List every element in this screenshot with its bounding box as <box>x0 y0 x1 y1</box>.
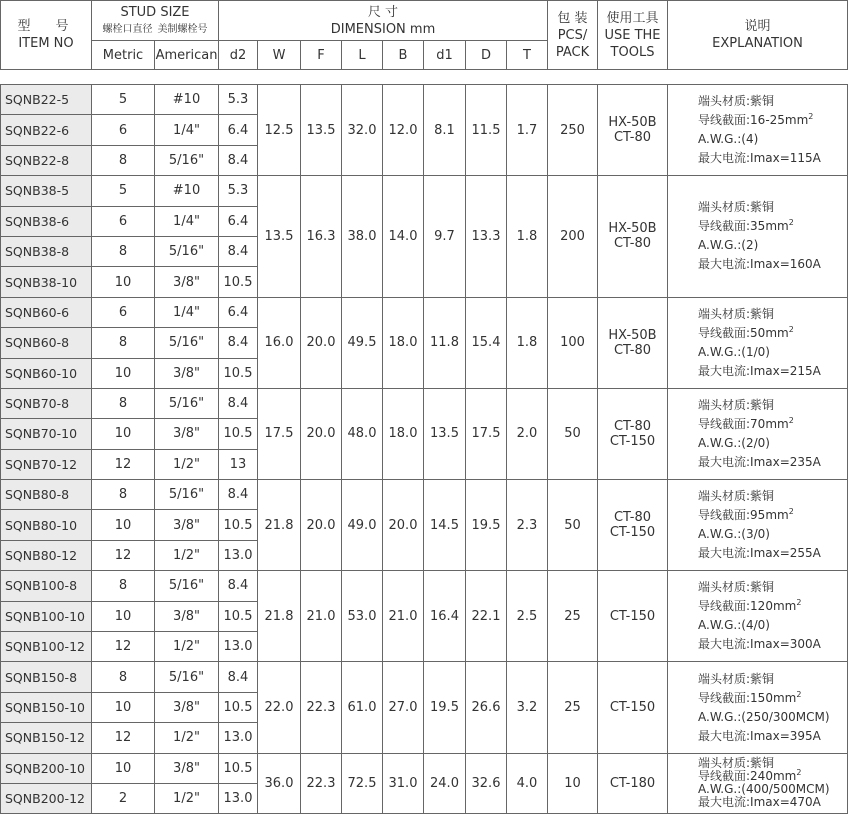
item-no-cell: SQNB80-8 <box>1 480 92 510</box>
table-row <box>1 753 848 783</box>
superscript-2: 2 <box>796 689 802 699</box>
dim-w-cell: 36.0 <box>258 753 301 814</box>
item-no-cell: SQNB70-8 <box>1 388 92 418</box>
tools-cell <box>598 388 668 479</box>
awg-text: A.W.G.:(250/300MCM) <box>698 709 830 724</box>
section-text: 导线截面:50mm <box>698 325 789 340</box>
dim-t-cell: 2.0 <box>507 388 548 479</box>
item-no-cell: SQNB80-12 <box>1 540 92 570</box>
header-pack-en2: PACK <box>555 44 590 60</box>
material-text: 端头材质:紫铜 <box>698 671 775 686</box>
tool-name: CT-80 <box>613 418 652 434</box>
tool-name: CT-150 <box>609 700 656 715</box>
item-no-cell: SQNB200-12 <box>1 783 92 813</box>
american-cell: 3/8" <box>155 358 219 388</box>
d2-cell: 10.5 <box>219 692 258 722</box>
pack-cell: 100 <box>548 297 598 388</box>
dim-b-cell: 18.0 <box>383 388 424 479</box>
dim-d1-cell: 16.4 <box>424 571 466 662</box>
dim-w-cell: 17.5 <box>258 388 301 479</box>
d2-cell: 8.4 <box>219 388 258 418</box>
dim-b-cell: 31.0 <box>383 753 424 814</box>
dim-t-cell: 1.7 <box>507 85 548 176</box>
tool-name: CT-80 <box>613 342 652 358</box>
awg-text: A.W.G.:(2/0) <box>698 435 770 450</box>
d2-cell: 6.4 <box>219 297 258 327</box>
item-no-cell: SQNB200-10 <box>1 753 92 783</box>
tool-name: CT-150 <box>609 525 656 541</box>
item-no-cell: SQNB100-12 <box>1 632 92 662</box>
explanation-cell <box>668 85 848 176</box>
american-cell: 1/4" <box>155 206 219 236</box>
explanation-cell <box>668 571 848 662</box>
superscript-2: 2 <box>788 218 794 228</box>
dim-b-cell: 20.0 <box>383 480 424 571</box>
header-l: L <box>342 41 383 70</box>
metric-cell: 6 <box>92 297 155 327</box>
header-tools-cn: 使用工具 <box>606 10 659 26</box>
tool-name: HX-50B <box>608 221 657 237</box>
metric-cell: 5 <box>92 85 155 115</box>
current-text: 最大电流:Imax=300A <box>698 637 821 652</box>
awg-text: A.W.G.:(3/0) <box>698 527 770 542</box>
material-text: 端头材质:紫铜 <box>698 94 775 109</box>
header-pack-en1: PCS/ <box>557 27 588 43</box>
header-dim-cn: 尺 寸 <box>367 4 399 20</box>
d2-cell: 10.5 <box>219 753 258 783</box>
header-expl-cn: 说明 <box>744 19 771 34</box>
tool-name: CT-80 <box>613 236 652 252</box>
d2-cell: 10.5 <box>219 419 258 449</box>
current-text: 最大电流:Imax=160A <box>698 257 821 272</box>
header-expl-en: EXPLANATION <box>712 36 803 51</box>
item-no-cell: SQNB70-10 <box>1 419 92 449</box>
superscript-2: 2 <box>796 598 802 608</box>
tools-cell <box>598 297 668 388</box>
d2-cell: 8.4 <box>219 328 258 358</box>
tools-cell <box>598 753 668 814</box>
american-cell: 3/8" <box>155 692 219 722</box>
dim-b-cell: 21.0 <box>383 571 424 662</box>
dim-d-cell: 11.5 <box>466 85 507 176</box>
current-text: 最大电流:Imax=395A <box>698 728 821 743</box>
dim-w-cell: 21.8 <box>258 480 301 571</box>
metric-cell: 10 <box>92 510 155 540</box>
dim-d-cell: 32.6 <box>466 753 507 814</box>
dim-l-cell: 49.5 <box>342 297 383 388</box>
metric-cell: 8 <box>92 145 155 175</box>
dim-t-cell: 4.0 <box>507 753 548 814</box>
d2-cell: 8.4 <box>219 145 258 175</box>
d2-cell: 6.4 <box>219 115 258 145</box>
dim-d1-cell: 9.7 <box>424 176 466 298</box>
header-item-cn: 型 号 <box>17 19 75 34</box>
dim-w-cell: 22.0 <box>258 662 301 753</box>
material-text: 端头材质:紫铜 <box>698 580 775 595</box>
item-no-cell: SQNB80-10 <box>1 510 92 540</box>
metric-cell: 8 <box>92 571 155 601</box>
d2-cell: 8.4 <box>219 480 258 510</box>
dim-t-cell: 2.5 <box>507 571 548 662</box>
metric-cell: 6 <box>92 115 155 145</box>
dim-d1-cell: 19.5 <box>424 662 466 753</box>
d2-cell: 13.0 <box>219 540 258 570</box>
item-no-cell: SQNB22-5 <box>1 85 92 115</box>
table-row <box>1 480 848 510</box>
table-row <box>1 571 848 601</box>
item-no-cell: SQNB150-8 <box>1 662 92 692</box>
dim-d1-cell: 24.0 <box>424 753 466 814</box>
metric-cell: 10 <box>92 753 155 783</box>
header-tools-en2: TOOLS <box>610 44 655 60</box>
dim-w-cell: 13.5 <box>258 176 301 298</box>
item-no-cell: SQNB100-10 <box>1 601 92 631</box>
dim-d-cell: 13.3 <box>466 176 507 298</box>
metric-cell: 10 <box>92 358 155 388</box>
american-cell: 5/16" <box>155 571 219 601</box>
dim-f-cell: 13.5 <box>301 85 342 176</box>
metric-cell: 10 <box>92 419 155 449</box>
dim-f-cell: 22.3 <box>301 753 342 814</box>
header-gap <box>1 70 848 85</box>
d2-cell: 10.5 <box>219 267 258 297</box>
header-item-en: ITEM NO <box>18 36 74 51</box>
superscript-2: 2 <box>788 415 794 425</box>
american-cell: 1/4" <box>155 297 219 327</box>
tools-cell <box>598 571 668 662</box>
section-text: 导线截面:35mm <box>698 219 789 234</box>
item-no-cell: SQNB38-6 <box>1 206 92 236</box>
d2-cell: 13.0 <box>219 783 258 813</box>
dim-t-cell: 1.8 <box>507 297 548 388</box>
d2-cell: 10.5 <box>219 510 258 540</box>
header-item-no <box>1 1 92 70</box>
american-cell: 1/2" <box>155 449 219 479</box>
current-text: 最大电流:Imax=115A <box>698 151 821 166</box>
american-cell: 1/2" <box>155 540 219 570</box>
d2-cell: 10.5 <box>219 601 258 631</box>
header-explanation <box>668 1 848 70</box>
american-cell: 5/16" <box>155 145 219 175</box>
awg-text: A.W.G.:(2) <box>698 238 759 253</box>
dim-f-cell: 20.0 <box>301 297 342 388</box>
awg-text: A.W.G.:(4) <box>698 132 759 147</box>
table-row <box>1 176 848 206</box>
metric-cell: 12 <box>92 632 155 662</box>
american-cell: 5/16" <box>155 480 219 510</box>
metric-cell: 10 <box>92 692 155 722</box>
current-text: 最大电流:Imax=470A <box>698 795 821 810</box>
dim-t-cell: 1.8 <box>507 176 548 298</box>
dim-l-cell: 53.0 <box>342 571 383 662</box>
tool-name: CT-150 <box>609 608 656 624</box>
metric-cell: 8 <box>92 328 155 358</box>
item-no-cell: SQNB70-12 <box>1 449 92 479</box>
dim-d1-cell: 13.5 <box>424 388 466 479</box>
d2-cell: 8.4 <box>219 662 258 692</box>
metric-cell: 10 <box>92 601 155 631</box>
item-no-cell: SQNB38-10 <box>1 267 92 297</box>
item-no-cell: SQNB38-8 <box>1 236 92 266</box>
dim-d-cell: 17.5 <box>466 388 507 479</box>
d2-cell: 8.4 <box>219 236 258 266</box>
dim-w-cell: 16.0 <box>258 297 301 388</box>
tool-name: HX-50B <box>608 115 657 131</box>
metric-cell: 2 <box>92 783 155 813</box>
material-text: 端头材质:紫铜 <box>698 489 775 504</box>
superscript-2: 2 <box>796 768 802 778</box>
table-row <box>1 388 848 418</box>
item-no-cell: SQNB100-8 <box>1 571 92 601</box>
dim-d-cell: 19.5 <box>466 480 507 571</box>
superscript-2: 2 <box>788 324 794 334</box>
item-no-cell: SQNB60-6 <box>1 297 92 327</box>
dim-b-cell: 27.0 <box>383 662 424 753</box>
metric-cell: 10 <box>92 267 155 297</box>
dim-d-cell: 26.6 <box>466 662 507 753</box>
header-american: American <box>155 41 219 70</box>
section-text: 导线截面:120mm <box>698 599 797 614</box>
header-pack-cn: 包 装 <box>557 10 588 26</box>
table-row <box>1 662 848 692</box>
metric-cell: 8 <box>92 236 155 266</box>
tools-cell <box>598 176 668 298</box>
american-cell: 5/16" <box>155 662 219 692</box>
awg-text: A.W.G.:(400/500MCM) <box>698 782 830 797</box>
header-tools-en1: USE THE <box>604 27 661 43</box>
tools-cell <box>598 480 668 571</box>
current-text: 最大电流:Imax=255A <box>698 546 821 561</box>
d2-cell: 8.4 <box>219 571 258 601</box>
section-text: 导线截面:95mm <box>698 508 789 523</box>
dim-t-cell: 3.2 <box>507 662 548 753</box>
american-cell: 1/2" <box>155 783 219 813</box>
material-text: 端头材质:紫铜 <box>698 200 775 215</box>
table-row <box>1 85 848 115</box>
american-cell: 3/8" <box>155 510 219 540</box>
dim-l-cell: 61.0 <box>342 662 383 753</box>
pack-cell: 25 <box>548 662 598 753</box>
dim-d-cell: 15.4 <box>466 297 507 388</box>
header-d: D <box>466 41 507 70</box>
header-dimension <box>219 1 548 41</box>
dim-w-cell: 12.5 <box>258 85 301 176</box>
american-cell: 5/16" <box>155 236 219 266</box>
dim-l-cell: 38.0 <box>342 176 383 298</box>
dim-f-cell: 20.0 <box>301 480 342 571</box>
material-text: 端头材质:紫铜 <box>698 397 775 412</box>
american-cell: 3/8" <box>155 753 219 783</box>
d2-cell: 10.5 <box>219 358 258 388</box>
explanation-cell <box>668 176 848 298</box>
header-tools <box>598 1 668 70</box>
item-no-cell: SQNB38-5 <box>1 176 92 206</box>
dim-w-cell: 21.8 <box>258 571 301 662</box>
section-text: 导线截面:240mm <box>698 769 797 784</box>
american-cell: 1/2" <box>155 723 219 753</box>
header-d1: d1 <box>424 41 466 70</box>
header-f: F <box>301 41 342 70</box>
item-no-cell: SQNB22-6 <box>1 115 92 145</box>
american-cell: 5/16" <box>155 388 219 418</box>
item-no-cell: SQNB22-8 <box>1 145 92 175</box>
dim-l-cell: 49.0 <box>342 480 383 571</box>
dim-l-cell: 72.5 <box>342 753 383 814</box>
header-w: W <box>258 41 301 70</box>
tool-name: CT-180 <box>609 775 656 791</box>
explanation-cell <box>668 662 848 753</box>
dim-d1-cell: 14.5 <box>424 480 466 571</box>
d2-cell: 6.4 <box>219 206 258 236</box>
metric-cell: 12 <box>92 449 155 479</box>
metric-cell: 8 <box>92 662 155 692</box>
dim-f-cell: 22.3 <box>301 662 342 753</box>
header-dim-en: DIMENSION mm <box>330 21 436 37</box>
american-cell: 3/8" <box>155 267 219 297</box>
d2-cell: 5.3 <box>219 176 258 206</box>
tool-name: HX-50B <box>608 327 657 343</box>
header-pack <box>548 1 598 70</box>
section-text: 导线截面:16-25mm <box>698 113 809 128</box>
item-no-cell: SQNB60-8 <box>1 328 92 358</box>
current-text: 最大电流:Imax=235A <box>698 454 821 469</box>
metric-cell: 12 <box>92 540 155 570</box>
header-d2: d2 <box>219 41 258 70</box>
american-cell: 1/4" <box>155 115 219 145</box>
superscript-2: 2 <box>808 112 814 122</box>
american-cell: 1/2" <box>155 632 219 662</box>
dim-d1-cell: 11.8 <box>424 297 466 388</box>
tools-cell <box>598 85 668 176</box>
header-metric: Metric <box>92 41 155 70</box>
section-text: 导线截面:70mm <box>698 416 789 431</box>
material-text: 端头材质:紫铜 <box>698 756 775 771</box>
metric-cell: 8 <box>92 480 155 510</box>
section-text: 导线截面:150mm <box>698 690 797 705</box>
dim-b-cell: 18.0 <box>383 297 424 388</box>
pack-cell: 10 <box>548 753 598 814</box>
dim-b-cell: 12.0 <box>383 85 424 176</box>
dim-t-cell: 2.3 <box>507 480 548 571</box>
tools-cell <box>598 662 668 753</box>
explanation-cell <box>668 297 848 388</box>
dim-f-cell: 21.0 <box>301 571 342 662</box>
metric-cell: 6 <box>92 206 155 236</box>
tool-name: CT-80 <box>613 510 652 526</box>
dim-f-cell: 16.3 <box>301 176 342 298</box>
header-stud-en: STUD SIZE <box>120 4 190 20</box>
american-cell: 3/8" <box>155 601 219 631</box>
metric-cell: 12 <box>92 723 155 753</box>
material-text: 端头材质:紫铜 <box>698 306 775 321</box>
explanation-cell <box>668 480 848 571</box>
pack-cell: 50 <box>548 388 598 479</box>
metric-cell: 5 <box>92 176 155 206</box>
american-cell: #10 <box>155 176 219 206</box>
table-row <box>1 297 848 327</box>
american-cell: #10 <box>155 85 219 115</box>
tool-name: CT-80 <box>613 130 652 146</box>
tool-name: CT-150 <box>609 433 656 449</box>
d2-cell: 5.3 <box>219 85 258 115</box>
metric-cell: 8 <box>92 388 155 418</box>
pack-cell: 200 <box>548 176 598 298</box>
current-text: 最大电流:Imax=215A <box>698 363 821 378</box>
item-no-cell: SQNB150-12 <box>1 723 92 753</box>
d2-cell: 13.0 <box>219 723 258 753</box>
pack-cell: 50 <box>548 480 598 571</box>
dim-f-cell: 20.0 <box>301 388 342 479</box>
pack-cell: 25 <box>548 571 598 662</box>
dim-d1-cell: 8.1 <box>424 85 466 176</box>
header-t: T <box>507 41 548 70</box>
dim-l-cell: 48.0 <box>342 388 383 479</box>
d2-cell: 13 <box>219 449 258 479</box>
dim-l-cell: 32.0 <box>342 85 383 176</box>
header-b: B <box>383 41 424 70</box>
explanation-cell <box>668 753 848 814</box>
pack-cell: 250 <box>548 85 598 176</box>
d2-cell: 13.0 <box>219 632 258 662</box>
header-stud-metric-cn: 螺栓口直径 <box>102 23 153 35</box>
dim-d-cell: 22.1 <box>466 571 507 662</box>
header-stud-american-cn: 美制螺栓号 <box>157 23 208 35</box>
american-cell: 3/8" <box>155 419 219 449</box>
american-cell: 5/16" <box>155 328 219 358</box>
superscript-2: 2 <box>788 507 794 517</box>
explanation-cell <box>668 388 848 479</box>
header-stud-size <box>92 1 219 41</box>
item-no-cell: SQNB150-10 <box>1 692 92 722</box>
awg-text: A.W.G.:(1/0) <box>698 344 770 359</box>
item-no-cell: SQNB60-10 <box>1 358 92 388</box>
dim-b-cell: 14.0 <box>383 176 424 298</box>
awg-text: A.W.G.:(4/0) <box>698 618 770 633</box>
